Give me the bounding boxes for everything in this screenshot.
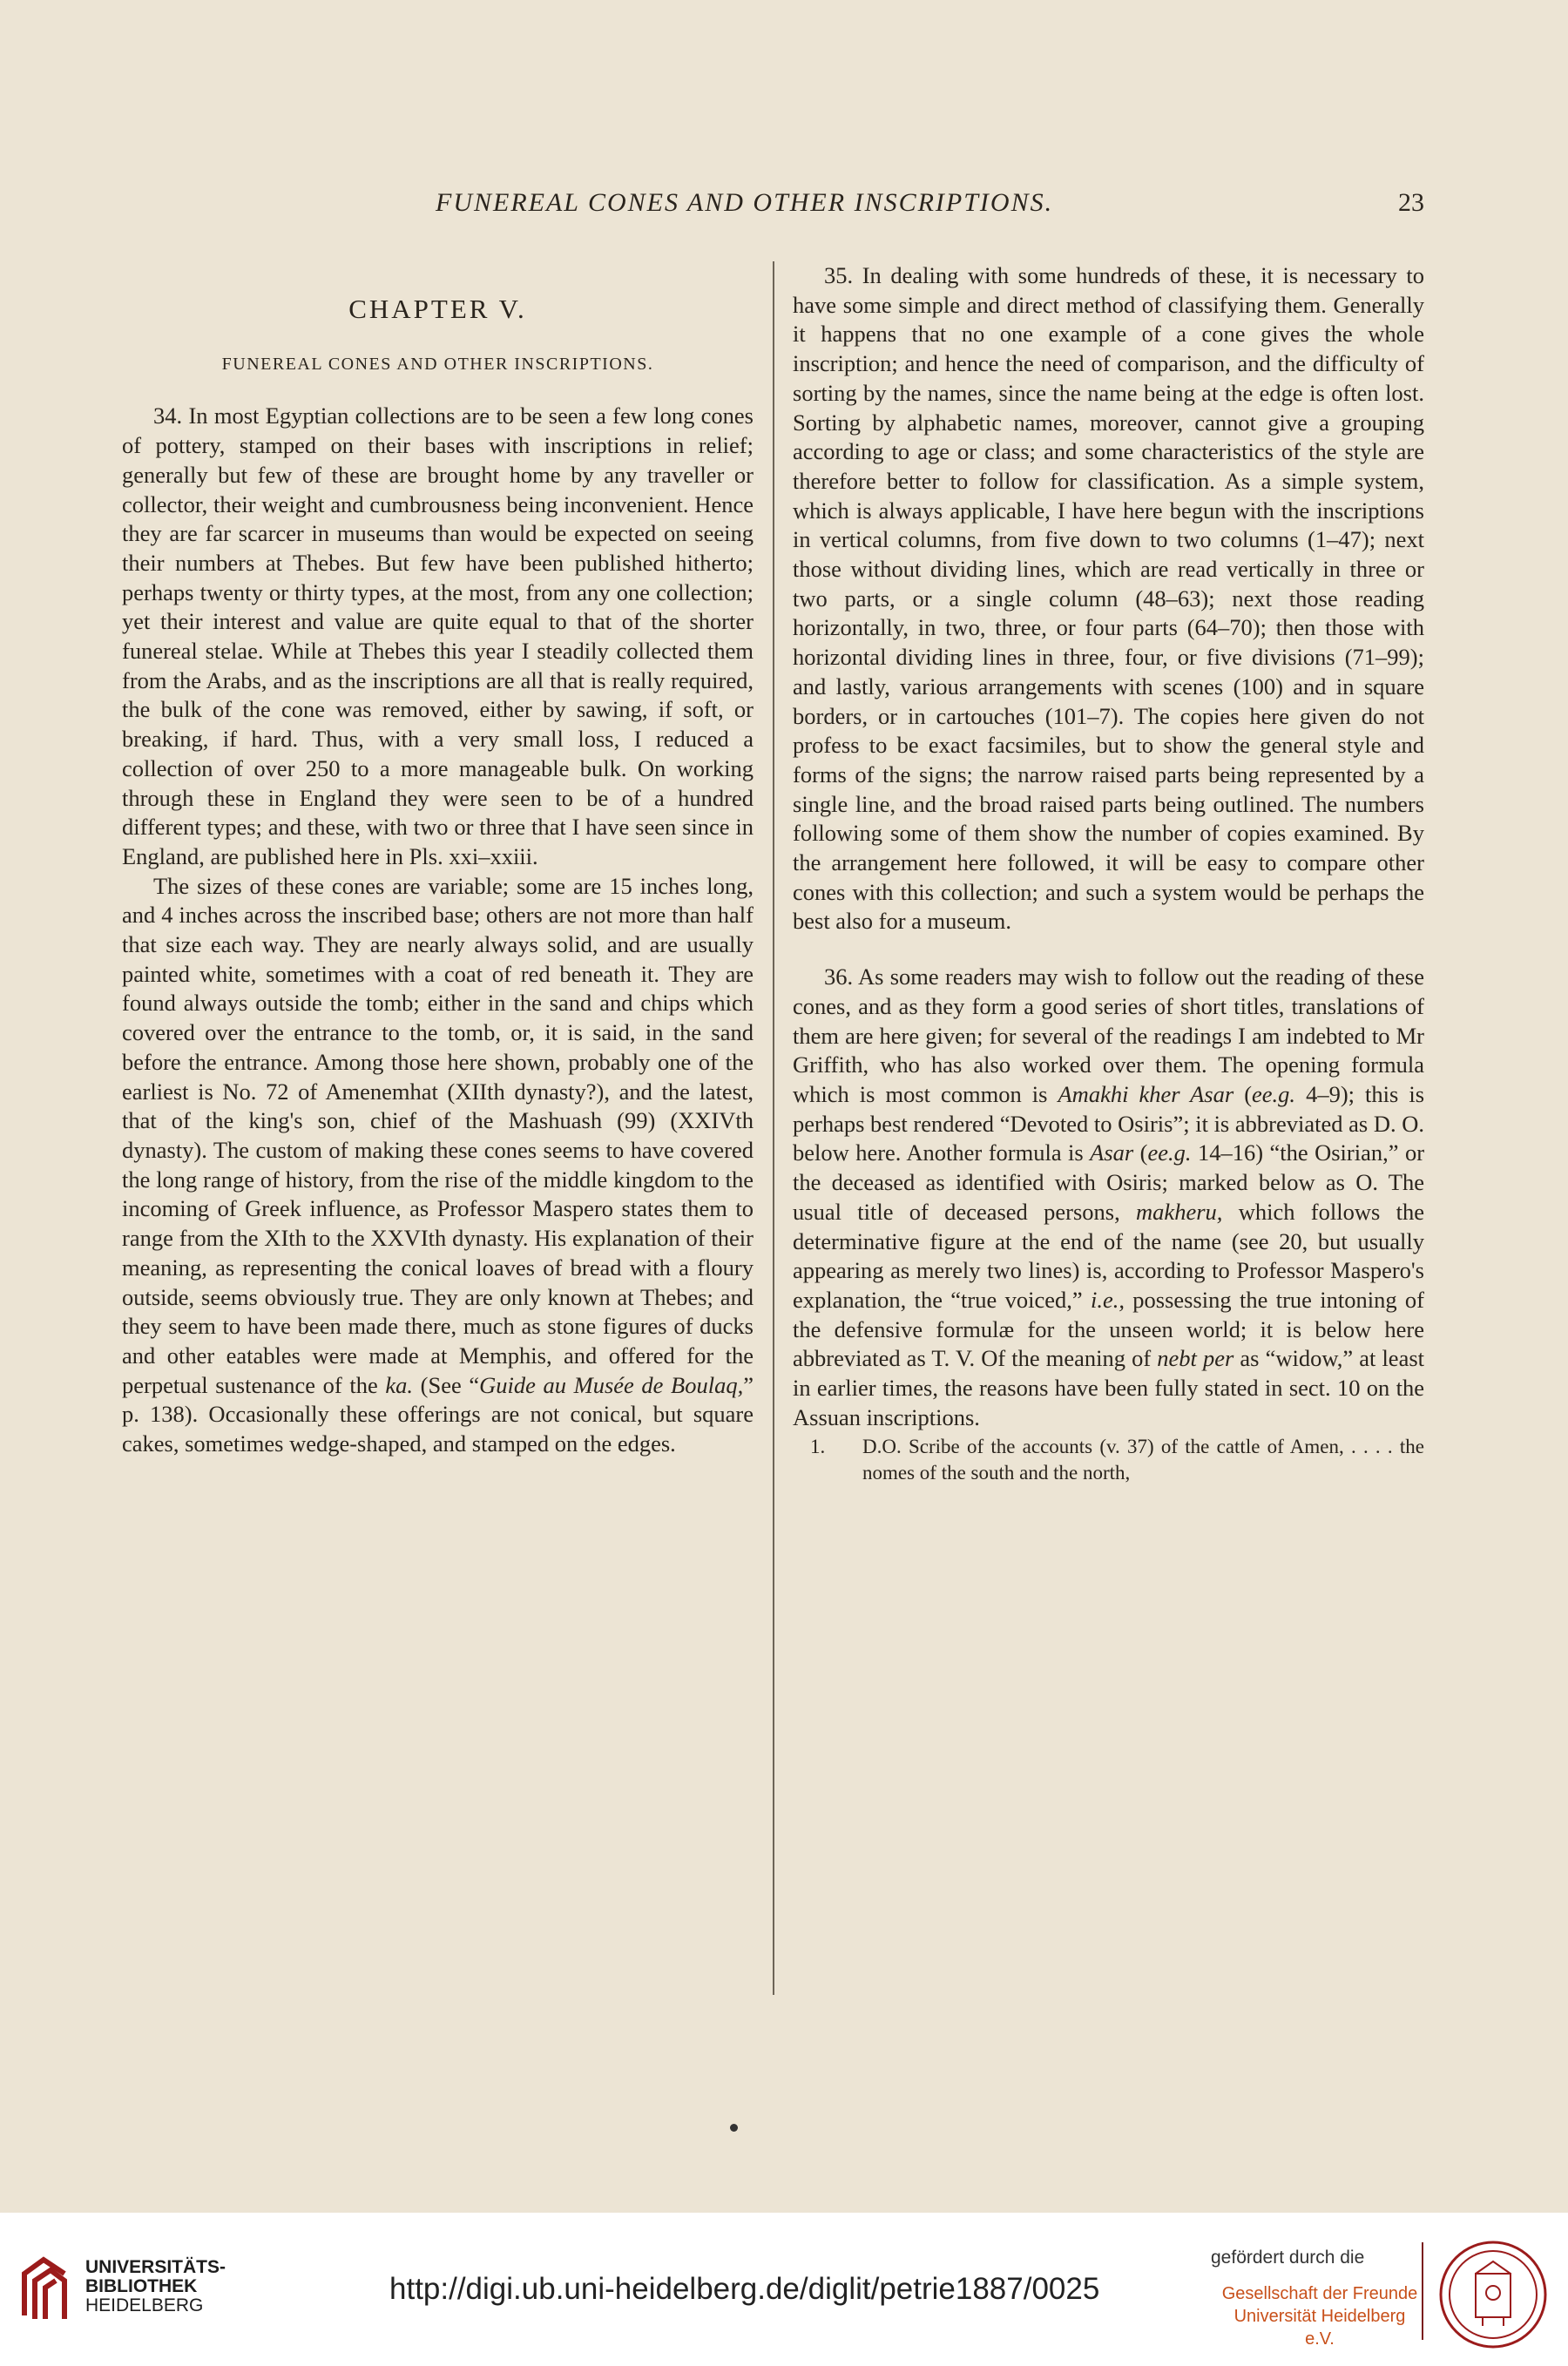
text-run: ( — [1233, 1080, 1253, 1107]
italic-citation: Guide au Musée de Boulaq, — [479, 1371, 744, 1398]
sponsor-name-line: Universität Heidelberg e.V. — [1233, 2307, 1406, 2349]
sponsor-name-line: Gesellschaft der Freunde — [1221, 2284, 1418, 2303]
running-head — [0, 188, 1568, 223]
column-rule — [773, 261, 774, 1995]
text-run: 14–16) “the Osirian,” or the deceased as identified with Osiris; marked below as O. The usual title of deceased persons, — [793, 1139, 1425, 1225]
text-run: (See “ — [413, 1371, 480, 1398]
text-run: 36. As some readers may wish to follow out the reading of these cones, and as they form a good series of short titles, translations of them are here given; for several of the readings I am indebted to Mr Griffith, who has also worked over them. The opening formula which is most common is — [793, 963, 1424, 1107]
sponsor-label: gefördert durch die — [1211, 2248, 1365, 2268]
paragraph-35: 35. In dealing with some hundreds of these, it is necessary to have some simple and direct method of classifying them. Generally it happens that no one example of a cone gives the whole inscription; and hence the need of comparison, and the difficulty of sorting by the names, since the name being at the edge is often lost. Sorting by alphabetic names, moreover, cannot give a grouping according to age or class; and some characteristics of the style are therefore better to follow for classification. As a simple system, which is always applicable, I have here begun with the inscriptions in vertical columns, from five down to two columns (1–47); next those without dividing lines, which are read vertically in three or two parts, or a single column (48–63); next those reading horizontally, in two, three, or four parts (64–70); then those with horizontal dividing lines in three, four, or five divisions (71–99); and lastly, various arrangements with scenes (100) and in square borders, or in cartouches (101–7). The copies here given do not profess to be exact facsimiles, but to show the general style and forms of the signs; the narrow raised parts being represented by a single line, and the broad raised parts being outlined. The numbers following some of them show the number of copies examined. By the arrangement here followed, it will be easy to compare other cones with this collection; and such a system would be perhaps the best also for a museum. — [793, 262, 1424, 935]
chapter-heading: CHAPTER V. — [348, 294, 527, 324]
library-name-line: HEIDELBERG — [85, 2295, 204, 2315]
paragraph-cone-sizes — [122, 872, 754, 1459]
text-run: possessing the true intoning of the defensive formulæ for the unseen world; it is below here abbreviated as T. V. Of the meaning of — [793, 1286, 1424, 1372]
list-item — [793, 1434, 1424, 1486]
text-run: 4–9); this is perhaps best rendered “Devoted to Osiris”; it is abbreviated as D. O. below here. Another formula is — [793, 1080, 1425, 1166]
text-run: which follows the determinative figure at the end of the name (see 20, but usually appearing as merely two lines) is, according to Professor Maspero's explanation, the “true voiced,” — [793, 1198, 1425, 1313]
italic-term: Amakhi kher Asar — [1058, 1080, 1234, 1107]
text-run: as “widow,” at least in earlier times, the reasons have been fully stated in sect. 10 on the Assuan inscriptions. — [793, 1345, 1425, 1430]
left-column — [122, 261, 754, 1459]
footer-bar — [0, 2213, 1568, 2366]
page-speck — [730, 2124, 738, 2132]
library-name — [85, 2258, 226, 2315]
footer-divider — [1422, 2242, 1423, 2340]
running-title: FUNEREAL CONES AND OTHER INSCRIPTIONS. — [436, 188, 1054, 217]
italic-abbrev: i.e., — [1090, 1286, 1125, 1313]
italic-term: ka. — [385, 1371, 413, 1398]
page-number: 23 — [1398, 188, 1424, 217]
italic-abbrev: ee.g. — [1147, 1139, 1192, 1166]
list-text: D.O. Scribe of the accounts (v. 37) of the cattle of Amen, . . . . the nomes of the south and the north, — [862, 1436, 1424, 1484]
text-run: ( — [1133, 1139, 1148, 1166]
text-run: The sizes of these cones are variable; some are 15 inches long, and 4 inches across the inscribed base; others are not more than half that size each way. They are nearly always solid, and are usually painted white, sometimes with a coat of red beneath it. They are found always outside the tomb; either in the sand and chips which covered over the entrance to the tomb, or, it is said, in the sand before the entrance. Among those here shown, probably one of the earliest is No. 72 of Amenemhat (XIIth dynasty?), and the latest, that of the king's son, chief of the Mashuash (99) (XXIVth dynasty). The custom of making these cones seems to have covered the long range of history, from the rise of the middle kingdom to the incoming of Greek influence, as Professor Maspero states them to range from the XIth to the XXVIth dynasty. His explanation of their meaning, as representing the conical loaves of bread with a floury outside, seems obviously true. They are only known at Thebes; and they seem to have been made there, much as stone figures of ducks and other eatables were made at Memphis, and offered for the perpetual sustenance of the — [122, 872, 754, 1398]
paragraph-34: 34. In most Egyptian collections are to be seen a few long cones of pottery, stamped on their bases with inscriptions in relief; generally but few of these are brought home by any traveller or collector, their weight and cumbrousness being inconvenient. Hence they are far scarcer in museums than would be expected on seeing their numbers at Thebes. But few have been published hitherto; perhaps twenty or thirty types, at the most, from any one collection; yet their interest and value are quite equal to that of the shorter funereal stelae. While at Thebes this year I steadily collected them from the Arabs, and as the inscriptions are all that is really required, the bulk of the cone was removed, either by sawing, if soft, or breaking, if hard. Thus, with a very small loss, I reduced a collection of over 250 to a more manageable bulk. On working through these in England they were seen to be of a hundred different types; and these, with two or three that I have seen since in England, are published here in Pls. xxi–xxiii. — [122, 402, 754, 869]
paragraph-36 — [793, 963, 1424, 1432]
italic-term: nebt per — [1157, 1345, 1234, 1372]
university-seal-icon — [1437, 2239, 1549, 2350]
library-logo-icon — [17, 2254, 71, 2324]
text-run: ” p. 138). Occasionally these offerings are not conical, but square cakes, sometimes wedge-shaped, and stamped on the edges. — [122, 1371, 754, 1457]
library-name-line: UNIVERSITÄTS- — [85, 2257, 226, 2277]
library-name-line: BIBLIOTHEK — [85, 2276, 198, 2296]
sponsor-name — [1220, 2282, 1420, 2350]
list-number: 1. — [810, 1436, 826, 1458]
permalink-url[interactable]: http://digi.ub.uni-heidelberg.de/diglit/petrie1887/0025 — [389, 2272, 1100, 2306]
chapter-subheading: FUNEREAL CONES AND OTHER INSCRIPTIONS. — [221, 354, 654, 374]
italic-abbrev: ee.g. — [1252, 1080, 1296, 1107]
italic-term: Asar — [1090, 1139, 1134, 1166]
italic-term: makheru, — [1136, 1198, 1223, 1225]
right-column — [793, 261, 1424, 1486]
